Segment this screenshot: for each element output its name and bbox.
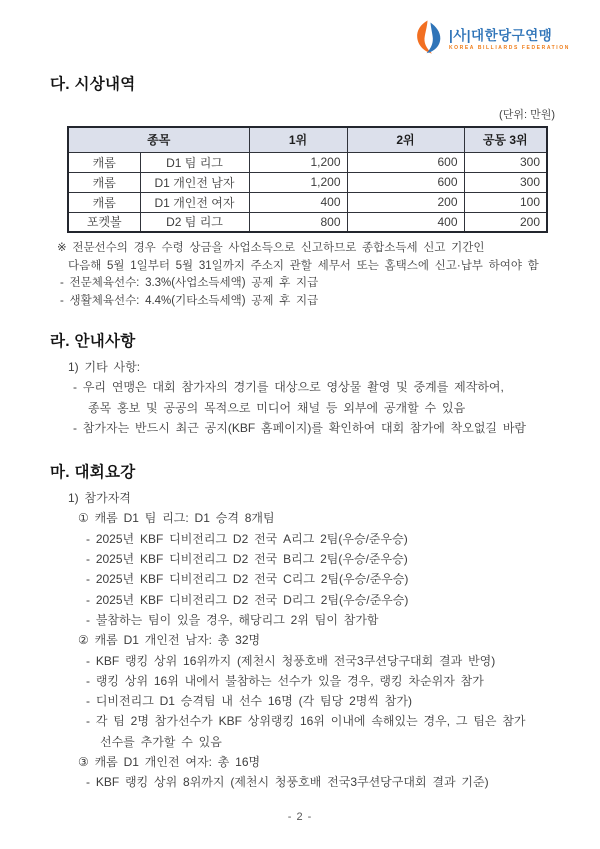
outline-section-heading: 마. 대회요강 [50,464,136,482]
info-lines [0,357,600,438]
prize-table [67,126,548,233]
cell-first: 1,200 [249,172,347,192]
tax-notes [0,240,600,310]
cell-event: D1 개인전 남자 [140,172,249,192]
note-line: ※ 전문선수의 경우 수령 상금을 사업소득으로 신고하므로 종합소득세 신고 기간인 [57,242,485,254]
cell-third: 300 [464,172,547,192]
cell-category: 포켓볼 [68,212,140,232]
prize-table-header-row [68,127,547,152]
cell-category: 캐롬 [68,172,140,192]
cell-first: 800 [249,212,347,232]
cell-event: D1 개인전 여자 [140,192,249,212]
body-line: - 참가자는 반드시 최근 공지(KBF 홈페이지)를 확인하여 대회 참가에 착오없길 바람 [73,420,527,435]
prize-section-heading: 다. 시상내역 [50,76,136,93]
col-header-third: 공동 3위 [464,127,547,152]
body-line: ② 캐롬 D1 개인전 남자: 총 32명 [78,633,261,648]
org-name: |사|대한당구연맹 [448,28,553,43]
body-line: ③ 캐롬 D1 개인전 여자: 총 16명 [78,755,261,770]
body-line: - KBF 랭킹 상위 8위까지 (제천시 청풍호배 전국3쿠션당구대회 결과 기준) [86,775,489,790]
kbf-logo [415,20,570,59]
cell-event: D1 팀 리그 [140,152,249,172]
cell-second: 600 [347,152,464,172]
col-header-first: 1위 [249,127,347,152]
body-line: 1) 참가자격 [68,491,131,506]
body-line: - 각 팀 2명 참가선수가 KBF 상위랭킹 16위 이내에 속해있는 경우, 그 팀은 참가 [86,714,526,729]
table-row [68,172,547,192]
body-line: - 2025년 KBF 디비전리그 D2 전국 B리그 2팀(우승/준우승) [86,552,408,567]
body-line: - 불참하는 팀이 있을 경우, 해당리그 2위 팀이 참가함 [86,612,379,627]
cell-event: D2 팀 리그 [140,212,249,232]
unit-label: (단위: 만원) [499,109,555,121]
note-line: - 전문체육선수: 3.3%(사업소득세액) 공제 후 지급 [60,277,319,289]
cell-category: 캐롬 [68,192,140,212]
cell-first: 400 [249,192,347,212]
table-row [68,212,547,232]
body-line: 선수를 추가할 수 있음 [100,734,222,749]
body-line: - 랭킹 상위 16위 내에서 불참하는 선수가 있을 경우, 랭킹 차순위자 참가 [86,673,484,688]
table-row [68,192,547,212]
body-line: - 2025년 KBF 디비전리그 D2 전국 C리그 2팀(우승/준우승) [86,572,409,587]
cell-third: 300 [464,152,547,172]
note-line: 다음해 5월 1일부터 5월 31일까지 주소지 관할 세무서 또는 홈택스에 신고·납부 하여야 함 [68,259,539,272]
body-line: - 2025년 KBF 디비전리그 D2 전국 D리그 2팀(우승/준우승) [86,592,409,607]
cell-first: 1,200 [249,152,347,172]
outline-lines [0,488,600,792]
kbf-logo-text [449,28,570,51]
cell-category: 캐롬 [68,152,140,172]
body-line: - 2025년 KBF 디비전리그 D2 전국 A리그 2팀(우승/준우승) [86,531,408,546]
col-header-second: 2위 [347,127,464,152]
org-tagline: KOREA BILLIARDS FEDERATION [448,45,570,51]
col-header-event: 종목 [68,127,249,152]
cell-second: 200 [347,192,464,212]
info-section-heading: 라. 안내사항 [50,333,136,350]
cell-second: 400 [347,212,464,232]
cell-third: 200 [464,212,547,232]
body-line: ① 캐롬 D1 팀 리그: D1 승격 8개팀 [78,511,275,526]
body-line: - 디비전리그 D1 승격팀 내 선수 16명 (각 팀당 2명씩 참가) [86,694,412,709]
cell-second: 600 [347,172,464,192]
page-number: - 2 - [287,811,313,823]
body-line: - 우리 연맹은 대회 참가자의 경기를 대상으로 영상물 촬영 및 중계를 제작하여, [73,380,504,395]
body-line: 1) 기타 사항: [68,360,141,374]
kbf-flame-icon [415,20,443,59]
table-row [68,152,547,172]
note-line: - 생활체육선수: 4.4%(기타소득세액) 공제 후 지급 [60,294,319,307]
body-line: 종목 홍보 및 공공의 목적으로 미디어 채널 등 외부에 공개할 수 있음 [88,400,466,415]
body-line: - KBF 랭킹 상위 16위까지 (제천시 청풍호배 전국3쿠션당구대회 결과 반영) [86,653,496,668]
cell-third: 100 [464,192,547,212]
